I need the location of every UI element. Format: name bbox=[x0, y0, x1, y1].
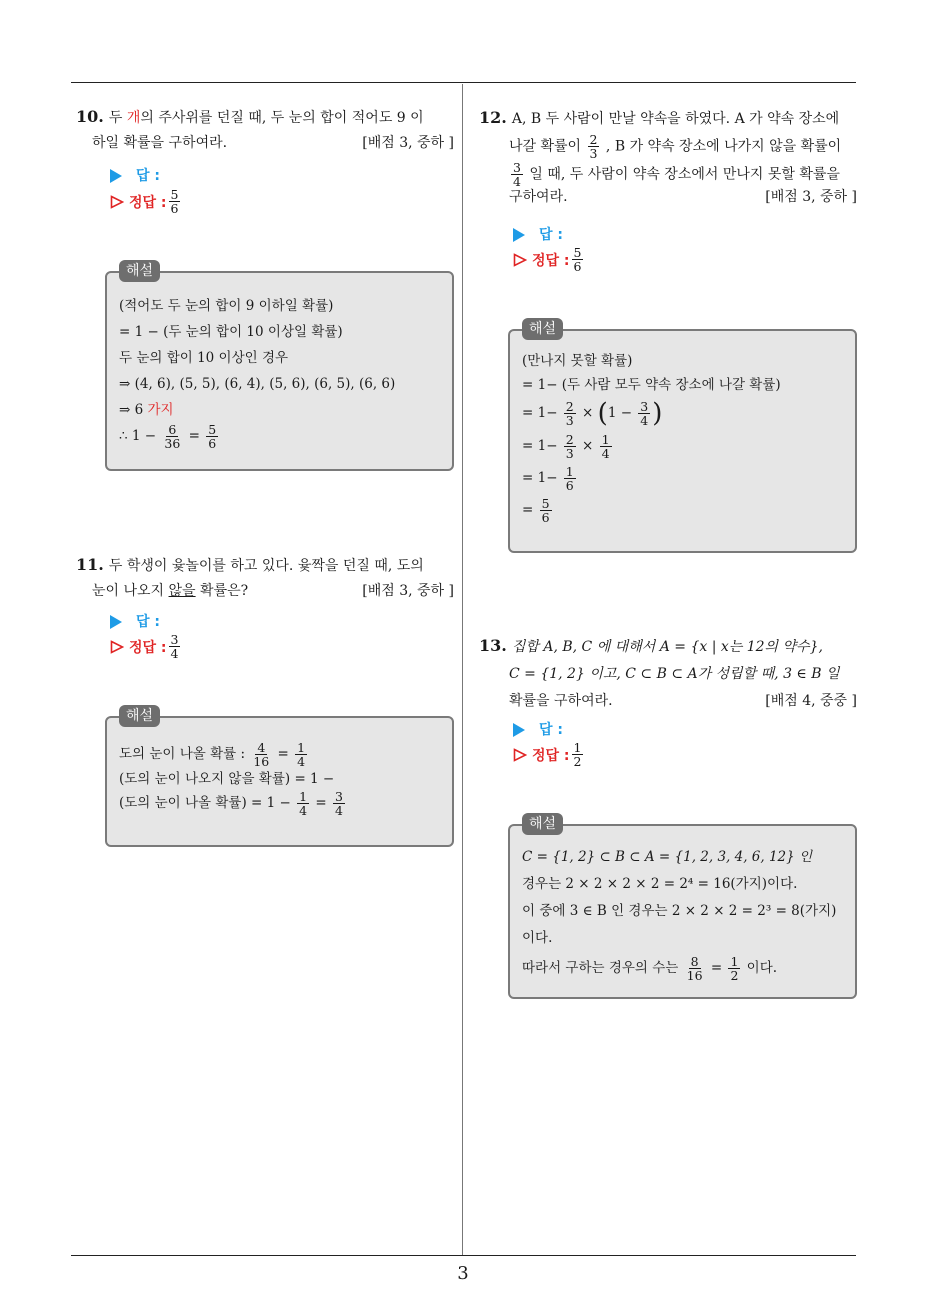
fraction: $\frac{1}{6}$ bbox=[565, 463, 574, 493]
solution-tag: 해설 bbox=[119, 260, 160, 282]
fraction: $\frac{1}{4}$ bbox=[297, 740, 306, 769]
solution-tag: 해설 bbox=[119, 705, 160, 727]
solution-tag: 해설 bbox=[522, 318, 563, 340]
play-icon bbox=[110, 615, 122, 629]
answer-line: 답 : bbox=[513, 224, 563, 244]
answer-line: 답 : bbox=[110, 165, 160, 185]
fraction: $\frac{4}{16}$ bbox=[253, 740, 270, 769]
answer-line: 답 : bbox=[110, 611, 160, 631]
triangle-outline-icon bbox=[513, 253, 527, 267]
correct-answer: 정답 : $\frac{3}{4}$ bbox=[110, 633, 182, 660]
fraction: $\frac{6}{36}$ bbox=[164, 422, 181, 451]
solution-box: 해설 도의 눈이 나올 확률 : $\frac{4}{16}$ = $\frac{1}{4}$ (도의 눈이 나오지 않을 확률) = 1 − (도의 눈이 나올 확률) = 1 − $\frac{1}{4}$ = $\frac{3}{4}$ bbox=[105, 716, 454, 847]
answer-fraction: $\frac{5}{6}$ bbox=[573, 245, 582, 274]
correct-answer: 정답 : $\frac{1}{2}$ bbox=[513, 741, 585, 768]
fraction: $\frac{3}{4}$ bbox=[334, 789, 343, 818]
problem-number: 10. bbox=[76, 107, 104, 126]
fraction: $\frac{1}{4}$ bbox=[299, 789, 308, 818]
answer-fraction: $\frac{1}{2}$ bbox=[573, 740, 582, 769]
triangle-outline-icon bbox=[110, 195, 124, 209]
triangle-outline-icon bbox=[513, 748, 527, 762]
score-label: [배점 3, 중하 ] bbox=[765, 189, 857, 205]
problem-11: 11. 두 학생이 윷놀이를 하고 있다. 윷짝을 던질 때, 도의 눈이 나오지 않을 확률은? [배점 3, 중하 ] bbox=[76, 552, 454, 604]
top-rule bbox=[71, 82, 856, 83]
bottom-rule bbox=[71, 1255, 856, 1256]
answer-fraction: $\frac{3}{4}$ bbox=[170, 632, 179, 661]
triangle-outline-icon bbox=[110, 640, 124, 654]
score-label: [배점 4, 중중 ] bbox=[765, 693, 857, 709]
correct-answer: 정답 : $\frac{5}{6}$ bbox=[513, 246, 585, 273]
left-paren: ( bbox=[597, 398, 608, 429]
solution-box: 해설 (적어도 두 눈의 합이 9 이하일 확률) = 1 − (두 눈의 합이 10 이상일 확률) 두 눈의 합이 10 이상인 경우 ⇒ (4, 6), (5, 5), (6, 4), (5, 6), (6, 5), (6, 6) ⇒ 6 가지 ∴ 1 − $\frac{6}{36}$ = $\frac{5}{6}$ bbox=[105, 271, 454, 471]
score-label: [배점 3, 중하 ] bbox=[362, 135, 454, 151]
fraction: $\frac{5}{6}$ bbox=[208, 422, 217, 451]
problem-number: 11. bbox=[76, 555, 104, 574]
fraction: $\frac{1}{4}$ bbox=[601, 431, 610, 461]
problem-10: 10. 두 개의 주사위를 던질 때, 두 눈의 합이 적어도 9 이 하일 확률을 구하여라. [배점 3, 중하 ] bbox=[76, 104, 454, 156]
solution-box: 해설 (만나지 못할 확률) = 1− (두 사람 모두 약속 장소에 나갈 확률) = 1− $\frac{2}{3}$ × (1 − $\frac{3}{4}$ ) = 1− $\frac{2}{3}$ × $\frac{1}{4}$ = 1− $\frac{1}{6}$ = $\frac{5}{6}$ bbox=[508, 329, 857, 553]
fraction: $\frac{3}{4}$ bbox=[640, 399, 649, 428]
fraction: $\frac{3}{4}$ bbox=[513, 159, 521, 189]
column-divider bbox=[462, 84, 463, 1256]
play-icon bbox=[110, 169, 122, 183]
problem-13: 13. 집합 A, B, C 에 대해서 A = {x | x는 12의 약수}, C = {1, 2} 이고, C ⊂ B ⊂ A가 성립할 때, 3 ∈ B 일 확률을 구하여라. [배점 4, 중중 ] bbox=[479, 632, 857, 715]
fraction: $\frac{2}{3}$ bbox=[589, 132, 598, 161]
solution-tag: 해설 bbox=[522, 813, 563, 835]
fraction: $\frac{2}{3}$ bbox=[565, 399, 574, 428]
problem-12: 12. A, B 두 사람이 만날 약속을 하였다. A 가 약속 장소에 나갈 확률이 $\frac{2}{3}$ , B 가 약속 장소에 나가지 않을 확률이 $\frac{3}{4}$ 일 때, 두 사람이 약속 장소에서 만나지 못할 확률을 구하여라. [배점 3, 중하 ] bbox=[479, 108, 857, 205]
play-icon bbox=[513, 723, 525, 737]
solution-box: 해설 C = {1, 2} ⊂ B ⊂ A = {1, 2, 3, 4, 6, 12} 인 경우는 2 × 2 × 2 × 2 = 2⁴ = 16(가지)이다. 이 중에 3 ∈ B 인 경우는 2 × 2 × 2 = 2³ = 8(가지) 이다. 따라서 구하는 경우의 수는 $\frac{8}{16}$ = $\frac{1}{2}$ 이다. bbox=[508, 824, 857, 999]
fraction: $\frac{5}{6}$ bbox=[541, 495, 550, 525]
answer-fraction: $\frac{5}{6}$ bbox=[170, 187, 179, 216]
problem-number: 12. bbox=[479, 108, 507, 127]
play-icon bbox=[513, 228, 525, 242]
fraction: $\frac{2}{3}$ bbox=[565, 431, 574, 461]
problem-number: 13. bbox=[479, 636, 507, 655]
score-label: [배점 3, 중하 ] bbox=[362, 583, 454, 599]
page-number: 3 bbox=[457, 1263, 469, 1284]
right-paren: ) bbox=[652, 398, 663, 429]
fraction: $\frac{1}{2}$ bbox=[730, 954, 739, 983]
correct-answer: 정답 : $\frac{5}{6}$ bbox=[110, 188, 182, 215]
fraction: $\frac{8}{16}$ bbox=[686, 954, 703, 983]
highlight-word: 개 bbox=[126, 110, 141, 126]
answer-line: 답 : bbox=[513, 719, 563, 739]
